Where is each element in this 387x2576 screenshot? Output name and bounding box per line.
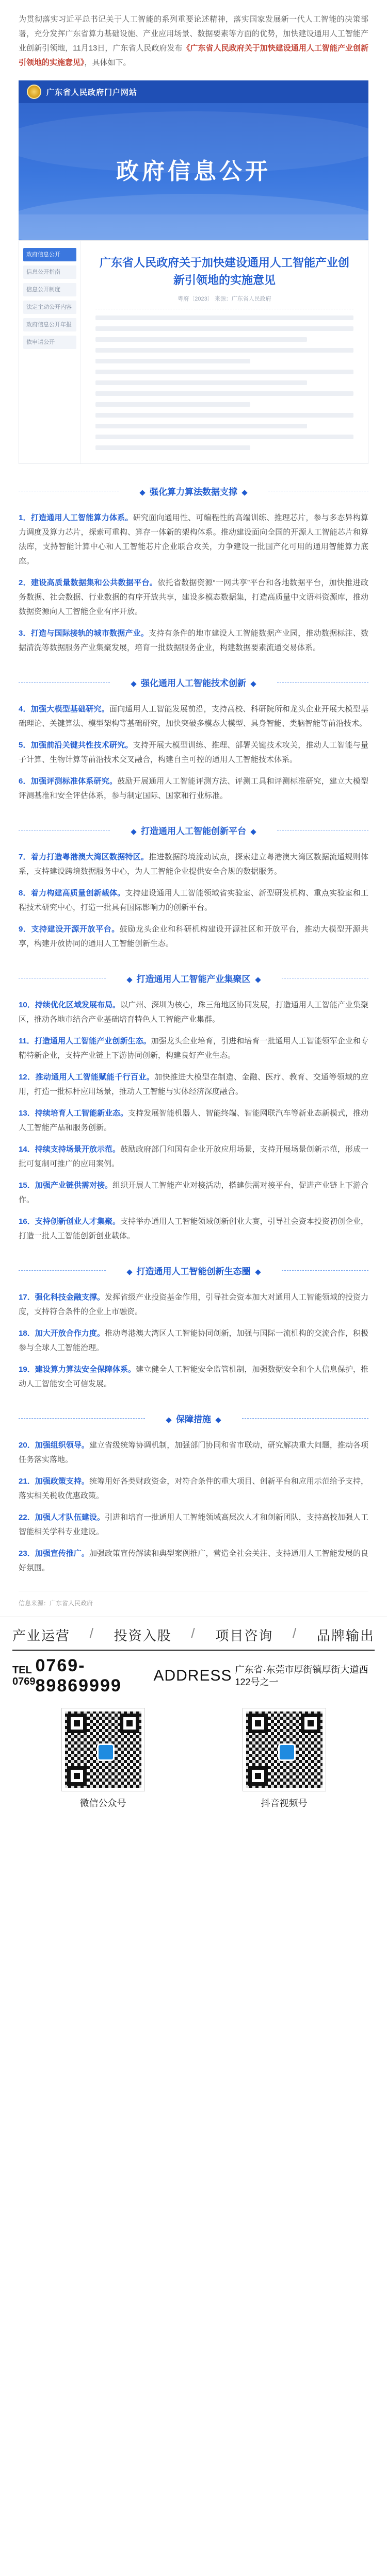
doc-meta: 粤府〔2023〕 来源：广东省人民政府 [95,294,353,309]
portal-name: 广东省人民政府门户网站 [46,88,138,97]
article-paragraph [19,1178,368,1207]
paragraph-text: 统筹用好各类财政资金，对符合条件的重大项目、创新平台和应用示范给予支持，落实相关税收优惠政策。 [19,1477,368,1500]
wechat-qr-block [62,1708,144,1809]
paragraph-heading: 6．加强评测标准体系研究。 [19,777,118,786]
qr-finder [120,1714,139,1733]
diamond-icon [250,829,256,835]
section-title-pill [126,481,261,501]
article-paragraph [19,922,368,951]
paragraph-text: 支持举办通用人工智能领域创新创业大赛，引导社会资本投资初创企业，打造一批人工智能创新创业载体。 [19,1217,368,1240]
paragraph-text: 支持建设通用人工智能领域省实验室、新型研发机构、重点实验室和工程技术研究中心，打造一批具有国际影响力的创新平台。 [19,889,368,912]
paragraph-heading: 4．加强大模型基础研究。 [19,705,109,713]
paragraph-text: 建立健全人工智能安全监管机制，加强数据安全和个人信息保护，推动人工智能安全可信发展。 [19,1365,368,1388]
paragraph-heading: 9．支持建设开源开放平台。 [19,925,120,934]
paragraph-heading: 2．建设高质量数据集和公共数据平台。 [19,578,158,587]
section-title: 打造通用人工智能产业集聚区 [136,974,251,984]
section-header [19,1261,368,1280]
article-paragraph [19,1326,368,1355]
page-footer [0,1617,387,1809]
doc-text-line [95,326,353,331]
wechat-qr-code[interactable] [62,1708,144,1791]
doc-text-line [95,402,250,407]
paragraph-text: 鼓励政府部门和国有企业开放应用场景，支持开展场景创新示范，形成一批可复制可推广的应用案例。 [19,1145,368,1168]
diamond-icon [131,681,136,687]
article-paragraph [19,1106,368,1135]
section-divider [277,682,368,683]
article-paragraph [19,1474,368,1503]
diamond-icon [131,829,136,835]
section-divider [282,1270,369,1271]
intro-paragraph [0,0,387,80]
doc-text-line [95,413,353,418]
article-paragraph [19,1362,368,1391]
paragraph-heading: 10．持续优化区域发展布局。 [19,1001,121,1009]
doc-text-line [95,424,307,428]
article-paragraph [19,1070,368,1099]
footer-nav-item[interactable]: 品牌输出 [316,1628,375,1643]
footer-nav-item[interactable]: 产业运营 [12,1628,71,1643]
douyin-qr-code[interactable] [243,1708,326,1791]
article-paragraph [19,1290,368,1319]
section-divider [242,1418,368,1419]
diamond-icon [250,681,256,687]
paragraph-heading: 19．建设算力算法安全保障体系。 [19,1365,136,1374]
footer-nav-item[interactable]: 投资入股 [114,1628,172,1643]
paragraph-text: 鼓励开展通用人工智能评测方法、评测工具和评测标准研究，建立大模型评测基准和安全评估体系，参与制定国际、国家和行业标准。 [19,777,368,800]
paragraph-text: 组织开展人工智能产业对接活动，搭建供需对接平台，促进产业链上下游合作。 [19,1181,368,1204]
paragraph-text: 支持发展智能机器人、智能终端、智能网联汽车等新业态新模式，推动人工智能产品和服务创新。 [19,1109,368,1132]
paragraph-text: 依托省数据资源“一网共享”平台和各地数据平台，加快推进政务数据、社会数据、行业数据的有序开放共享，建设多模态数据集，打造高质量中文语料资源库，推动数据资源向人工智能企业有序开放。 [19,578,368,616]
diamond-icon [215,1417,221,1423]
paragraph-heading: 18．加大开放合作力度。 [19,1329,105,1338]
qr-row [12,1708,375,1809]
intro-text-end: ，具体如下。 [84,58,131,67]
tel-number[interactable]: 0769-89869999 [35,1656,122,1696]
paragraph-text: 支持有条件的地市建设人工智能数据产业园，推动数据标注、数据清洗等数据服务产业集聚发展，培育一批数据服务企业，构建数据要素流通交易体系。 [19,629,368,652]
doc-text-line [95,348,353,353]
section-title-pill [152,1409,235,1428]
diamond-icon [139,490,145,495]
paragraph-heading: 17．强化科技金融支撑。 [19,1293,105,1302]
paragraph-heading: 8．着力构建高质量创新载体。 [19,889,125,898]
paragraph-heading: 12．推动通用人工智能赋能千行百业。 [19,1073,155,1082]
doc-text-line [95,315,353,320]
section-header [19,969,368,988]
qr-finder [67,1714,87,1733]
paragraph-heading: 20．加强组织领导。 [19,1441,89,1450]
intro-highlight: 《广东省人民政府关于加快建设通用人工智能产业创新引领地的实施意见》 [19,44,368,67]
diamond-icon [255,1269,261,1275]
footer-separator: / [89,1625,94,1641]
paragraph-text: 面向通用人工智能发展前沿，支持高校、科研院所和龙头企业开展大模型基础理论、关键算法、模型架构等基础研究，加快突破多模态大模型、具身智能、类脑智能等前沿技术。 [19,705,368,728]
article-paragraph [19,702,368,731]
qr-logo-icon [278,1743,296,1761]
section-title: 强化通用人工智能技术创新 [141,678,246,688]
douyin-qr-label: 抖音视频号 [261,1798,308,1808]
paragraph-heading: 13．持续培育人工智能新业态。 [19,1109,128,1118]
doc-sidebar-item[interactable]: 政府信息公开年报 [23,318,76,331]
article-paragraph [19,886,368,915]
doc-sidebar [19,241,81,463]
tel-label: TEL 0769 [12,1665,36,1687]
article-paragraph [19,511,368,569]
article-paragraph [19,1215,368,1243]
article-paragraph [19,626,368,655]
section-divider [19,1418,145,1419]
doc-text-line [95,370,353,374]
paragraph-heading: 5．加强前沿关键共性技术研究。 [19,741,133,750]
section-title-pill [117,673,270,692]
address-text: 广东省·东莞市厚街镇厚街大道西122号之一 [235,1665,368,1687]
banner-headline: 政府信息公开 [116,158,271,185]
paragraph-heading: 1．打造通用人工智能算力体系。 [19,513,133,522]
paragraph-text: 推动粤港澳大湾区人工智能协同创新，加强与国际一流机构的交流合作，积极参与全球人工智能治理。 [19,1329,368,1352]
paragraph-heading: 21．加强政策支持。 [19,1477,89,1486]
national-emblem-icon [27,85,41,99]
footer-separator: / [191,1625,196,1641]
doc-text-line [95,359,250,363]
doc-text-line [95,380,307,385]
paragraph-text: 鼓励龙头企业和科研机构建设开源社区和开放平台，推动大模型开源共享，构建开放协同的通用人工智能创新生态。 [19,925,368,948]
footer-nav [12,1625,375,1650]
diamond-icon [255,977,261,983]
footer-contact [12,1650,375,1696]
paragraph-text: 建立省级统筹协调机制，加强部门协同和省市联动，研究解决重大问题，推动各项任务落实落地。 [19,1441,368,1464]
douyin-qr-block [243,1708,326,1809]
doc-text-line [95,445,250,450]
section-header [19,821,368,840]
article-paragraph [19,738,368,767]
article-paragraph [19,1034,368,1063]
doc-text-line [95,435,353,439]
footer-separator: / [293,1625,298,1641]
section-title-pill [117,821,270,840]
paragraph-text: 支持开展大模型训练、推理、部署关键技术攻关，推动人工智能与量子计算、生物计算等前沿技术交叉融合，构建自主可控的通用人工智能技术体系。 [19,741,368,764]
doc-sidebar-item[interactable]: 信息公开指南 [23,265,76,279]
paragraph-heading: 16．支持创新创业人才集聚。 [19,1217,121,1226]
paragraph-heading: 22．加强人才队伍建设。 [19,1513,105,1522]
doc-sidebar-item[interactable]: 法定主动公开内容 [23,301,76,314]
address-label: ADDRESS [153,1667,232,1684]
article-paragraph [19,1142,368,1171]
paragraph-heading: 15．加强产业链供需对接。 [19,1181,113,1190]
section-title: 打造通用人工智能创新生态圈 [136,1267,251,1276]
qr-finder [301,1714,320,1733]
doc-text-line [95,337,307,342]
section-title: 打造通用人工智能创新平台 [141,826,246,836]
document-card [19,240,368,464]
diamond-icon [241,490,247,495]
source-note: 信息来源：广东省人民政府 [19,1591,368,1607]
article-paragraph [19,1547,368,1575]
paragraph-text: 推进数据跨境流动试点，探索建立粤港澳大湾区数据流通规则体系，支持建设跨境数据服务中心，为人工智能企业提供安全合规的数据服务。 [19,853,368,876]
qr-finder [248,1766,268,1786]
paragraph-text: 以广州、深圳为核心，珠三角地区协同发展，打造通用人工智能产业集聚区，推动各地市结合产业基础培育特色人工智能产业集群。 [19,1001,368,1024]
doc-sidebar-item[interactable]: 政府信息公开 [23,248,76,261]
diamond-icon [126,977,132,983]
portal-topbar [19,80,368,103]
paragraph-text: 加强政策宣传解读和典型案例推广，营造全社会关注、支持通用人工智能发展的良好氛围。 [19,1549,368,1572]
diamond-icon [126,1269,132,1275]
paragraph-heading: 23．加强宣传推广。 [19,1549,89,1558]
article-paragraph [19,1438,368,1467]
section-divider [19,682,110,683]
qr-finder [248,1714,268,1733]
paragraph-heading: 7．着力打造粤港澳大湾区数据特区。 [19,853,149,861]
doc-sidebar-item[interactable]: 依申请公开 [23,336,76,349]
paragraph-text: 引进和培育一批通用人工智能领域高层次人才和创新团队，支持高校加强人工智能相关学科专业建设。 [19,1513,368,1536]
paragraph-text: 研究面向通用性、可编程性的高端训练、推理芯片，参与多态异构算力调度及算力芯片，探索可重构、算存一体新的架构体系。推动建设面向全国的开源人工智能芯片和算法库，支持智能计算中心和人工智能芯片企业联合攻关，力争建设一批国产化可用的通用智能算力底座。 [19,513,368,566]
section-title: 保障措施 [176,1415,211,1424]
diamond-icon [166,1417,171,1423]
paragraph-heading: 11．打造通用人工智能产业创新生态。 [19,1037,151,1045]
article-paragraph [19,1510,368,1539]
doc-main [81,241,368,463]
gov-banner [19,80,368,251]
paragraph-text: 发挥省级产业投资基金作用，引导社会资本加大对通用人工智能领域的投资力度，支持符合条件的企业上市融资。 [19,1293,368,1316]
section-title-pill [113,1261,275,1280]
qr-finder [67,1766,87,1786]
paragraph-heading: 14．持续支持场景开放示范。 [19,1145,121,1154]
paragraph-text: 加强龙头企业培育，引进和培育一批通用人工智能领军企业和专精特新企业，支持产业链上下游协同创新，构建良好产业生态。 [19,1037,368,1060]
article-paragraph [19,774,368,803]
intro-text: 为贯彻落实习近平总书记关于人工智能的系列重要论述精神，落实国家发展新一代人工智能的决策部署，充分发挥广东省算力基础设施、产业应用场景、数据要素等方面的优势，加快建设通用人工智能产业创新引领地，11月13日，广东省人民政府发布 [19,15,368,53]
section-divider [19,1270,106,1271]
wechat-qr-label: 微信公众号 [79,1798,126,1808]
section-header [19,673,368,692]
footer-nav-item[interactable]: 项目咨询 [215,1628,273,1643]
section-title-pill [113,969,275,988]
qr-logo-icon [97,1743,115,1761]
section-header [19,1409,368,1428]
article-paragraph [19,850,368,879]
article-paragraph [19,998,368,1027]
section-title: 强化算力算法数据支撑 [150,487,237,497]
paragraph-text: 加快推进大模型在制造、金融、医疗、教育、交通等领域的应用，打造一批标杆应用场景，推动人工智能与实体经济深度融合。 [19,1073,368,1096]
article-sections [0,481,387,1575]
doc-sidebar-item[interactable]: 信息公开制度 [23,283,76,296]
doc-title: 广东省人民政府关于加快建设通用人工智能产业创新引领地的实施意见 [99,256,349,287]
article-paragraph [19,576,368,619]
section-header [19,481,368,501]
doc-text-line [95,391,353,396]
paragraph-heading: 3．打造与国际接轨的城市数据产业。 [19,629,149,638]
